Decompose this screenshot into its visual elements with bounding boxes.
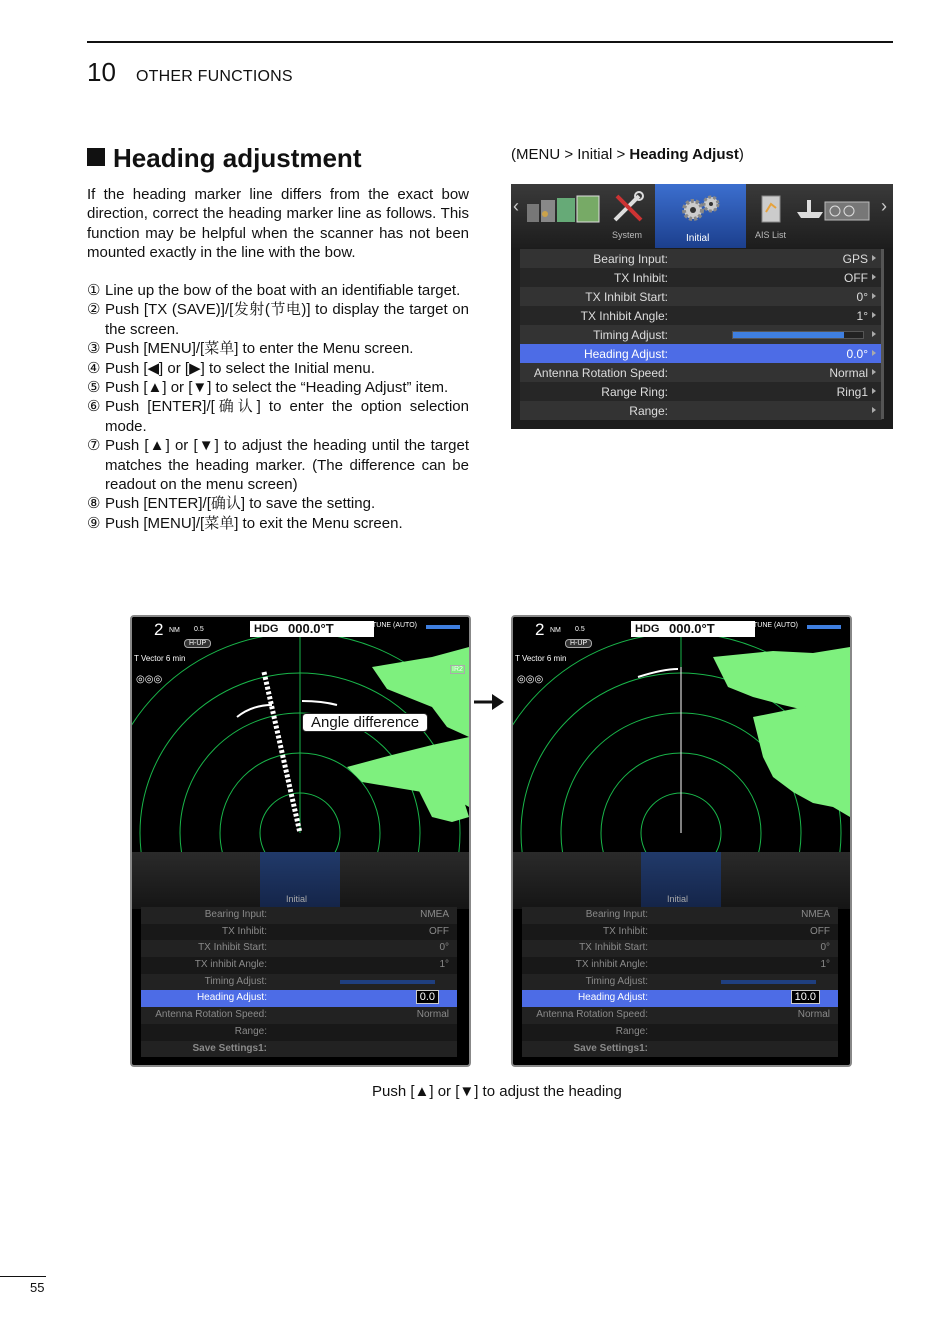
chevron-right-icon (872, 293, 876, 299)
menu-row[interactable] (522, 1007, 838, 1024)
menu-row-label: TX Inhibit: (602, 925, 648, 937)
menu-row[interactable] (522, 940, 838, 957)
mode-badge[interactable]: H-UP (565, 639, 592, 648)
menu-row[interactable] (520, 363, 882, 382)
menu-row-label: Bearing Input: (593, 252, 668, 266)
square-bullet-icon (87, 148, 105, 166)
menu-row-label: Save Settings1: (192, 1042, 267, 1054)
menu-row-label: TX inhibit Angle: (194, 959, 267, 971)
menu-row[interactable] (141, 1024, 457, 1041)
tab-ais-list[interactable]: AIS List (755, 230, 787, 240)
step-number: ① (87, 282, 101, 299)
radar-display (132, 617, 469, 852)
menu-row-label: Timing Adjust: (593, 328, 668, 342)
radar-display (513, 617, 850, 852)
menu-row-value: 1° (820, 959, 830, 971)
menu-row[interactable] (520, 306, 882, 325)
step-item (87, 300, 469, 339)
range-value: 2 (535, 620, 545, 639)
vector-label: T Vector 6 min (134, 654, 186, 663)
chevron-right-icon (872, 350, 876, 356)
chevron-right-icon (872, 388, 876, 394)
menu-row-label: TX Inhibit: (221, 925, 267, 937)
menu-row-label: Bearing Input: (204, 909, 267, 920)
step-item (87, 281, 469, 300)
menu-row[interactable] (520, 382, 882, 401)
menu-row[interactable] (141, 924, 457, 941)
menu-row-label: TX Inhibit Start: (579, 942, 648, 954)
step-number: ⑨ (87, 514, 101, 532)
intro-paragraph: If the heading marker line differs from the exact bow direction, correct the heading marker line as follows. This function may be helpful when the scanner has not been mounted exactly in the line with the bow. (87, 186, 469, 262)
menu-row-label: Antenna Rotation Speed: (155, 1009, 267, 1021)
menu-row-value: 0° (856, 290, 868, 304)
menu-row-value: Normal (797, 1009, 830, 1021)
menu-row[interactable] (520, 344, 882, 363)
step-text: Line up the bow of the boat with an identifiable target. (105, 282, 461, 299)
menu-row[interactable] (522, 974, 838, 991)
ais-icons (793, 194, 879, 222)
menu-row[interactable] (522, 957, 838, 974)
menu-row-label: Save Settings1: (573, 1042, 648, 1054)
step-number: ⑤ (87, 379, 101, 397)
menu-row[interactable] (520, 287, 882, 306)
menu-row-value: OFF (844, 271, 868, 285)
menu-row[interactable] (522, 907, 838, 924)
menu-rows (520, 249, 882, 420)
step-text: Push [◀] or [▶] to select the Initial menu. (105, 359, 375, 377)
menu-tab-bar (132, 852, 469, 909)
tab-initial[interactable]: Initial (641, 852, 721, 909)
timing-adjust-bar[interactable] (340, 980, 435, 984)
chapter-title: OTHER FUNCTIONS (136, 68, 293, 85)
menu-screenshot (511, 184, 893, 429)
top-rule (87, 41, 893, 43)
menu-row-label: TX inhibit Angle: (575, 959, 648, 971)
chevron-right-icon (872, 312, 876, 318)
step-number: ② (87, 301, 101, 319)
tune-bar (426, 625, 460, 629)
menu-row-value: OFF (810, 925, 830, 937)
chevron-right-icon (872, 331, 876, 337)
menu-row-label: Heading Adjust: (196, 992, 267, 1004)
step-item (87, 514, 469, 533)
step-number: ③ (87, 340, 101, 358)
menu-row[interactable] (141, 907, 457, 924)
menu-row[interactable] (141, 974, 457, 991)
display-icons (525, 192, 617, 228)
menu-row-value[interactable]: 10.0 (791, 990, 820, 1004)
menu-row[interactable] (141, 990, 457, 1007)
menu-row-label: Heading Adjust: (583, 347, 668, 361)
menu-row-label: Range Ring: (601, 385, 668, 399)
menu-row-value: NMEA (801, 909, 830, 920)
menu-row-label: Range: (629, 404, 668, 418)
tune-bar (807, 625, 841, 629)
range-sub: 0.5 (575, 626, 585, 633)
step-number: ⑧ (87, 495, 101, 513)
menu-row-label: Antenna Rotation Speed: (533, 366, 668, 380)
status-icons: ◎◎◎ (136, 674, 163, 685)
radar-screen-after (511, 615, 852, 1067)
menu-row-label: Range: (234, 1025, 267, 1037)
chevron-right-icon (872, 274, 876, 280)
tools-icon (611, 190, 645, 224)
timing-adjust-bar[interactable] (721, 980, 816, 984)
menu-row[interactable] (522, 924, 838, 941)
tab-initial[interactable]: Initial (655, 184, 746, 248)
menu-path: (MENU > Initial > Heading Adjust) (511, 146, 744, 163)
range-unit: NM (550, 627, 561, 634)
menu-row[interactable] (522, 1041, 838, 1058)
tab-initial[interactable]: Initial (260, 852, 340, 909)
step-number: ④ (87, 359, 101, 377)
menu-row-value: 0° (439, 942, 449, 954)
step-text: Push [ENTER]/[确认] to save the setting. (105, 495, 376, 513)
menu-row-label: Timing Adjust: (204, 975, 267, 987)
menu-row[interactable] (520, 249, 882, 268)
menu-row-label: TX Inhibit: (613, 271, 668, 285)
menu-row-value: Ring1 (836, 385, 868, 399)
menu-row-value: OFF (429, 925, 449, 937)
tab-system[interactable]: System (612, 230, 643, 240)
menu-row-label: Bearing Input: (585, 909, 648, 920)
menu-row-value: GPS (842, 252, 868, 266)
tune-label: TUNE (AUTO) (372, 622, 417, 629)
menu-row[interactable] (522, 1024, 838, 1041)
step-item (87, 436, 469, 494)
menu-row[interactable] (520, 325, 882, 344)
range-value: 2 (154, 620, 164, 639)
menu-row[interactable] (141, 1041, 457, 1058)
menu-row-value: 0.0° (846, 347, 868, 361)
step-item (87, 494, 469, 513)
step-text: Push [▲] or [▼] to adjust the heading until the target matches the heading marker. (The difference can be readout on the menu screen) (105, 437, 469, 494)
arrow-right-icon (472, 690, 508, 714)
menu-row-label: Timing Adjust: (585, 975, 648, 987)
menu-row[interactable] (522, 990, 838, 1007)
menu-row-value: 1° (856, 309, 868, 323)
step-text: Push [▲] or [▼] to select the “Heading Adjust” item. (105, 379, 449, 397)
step-number: ⑦ (87, 437, 101, 455)
status-icons: ◎◎◎ (517, 674, 544, 685)
menu-row-label: TX Inhibit Start: (585, 290, 668, 304)
ir-badge: IR2 (452, 666, 463, 673)
step-text: Push [ENTER]/[确认] to enter the option selection mode. (105, 398, 469, 435)
step-item (87, 397, 469, 436)
step-item (87, 359, 469, 378)
menu-row-value: 0° (820, 942, 830, 954)
range-sub: 0.5 (194, 626, 204, 633)
menu-row-value[interactable]: 0.0 (416, 990, 439, 1004)
mode-badge[interactable]: H-UP (184, 639, 211, 648)
menu-rows-after (522, 907, 838, 1057)
chevron-right-icon (872, 255, 876, 261)
menu-row-label: Antenna Rotation Speed: (536, 1009, 648, 1021)
menu-row[interactable] (520, 401, 882, 420)
chevron-right-icon (872, 369, 876, 375)
menu-row[interactable] (141, 940, 457, 957)
steps-list (87, 281, 469, 533)
step-item (87, 339, 469, 358)
step-number: ⑥ (87, 398, 101, 416)
menu-rows-before (141, 907, 457, 1057)
menu-row-label: Heading Adjust: (577, 992, 648, 1004)
gear-icon (679, 194, 723, 224)
page-number: 55 (30, 1280, 45, 1295)
menu-row-value: NMEA (420, 909, 449, 920)
menu-row-label: TX Inhibit Angle: (580, 309, 668, 323)
step-text: Push [MENU]/[菜单] to exit the Menu screen. (105, 514, 403, 532)
hdg-box: HDG 000.0°T (631, 621, 755, 637)
chevron-left-icon[interactable]: ‹ (513, 196, 519, 216)
menu-row[interactable] (141, 1007, 457, 1024)
section-title: Heading adjustment (87, 143, 361, 174)
timing-adjust-bar[interactable] (732, 331, 864, 339)
range-unit: NM (169, 627, 180, 634)
chevron-right-icon[interactable]: › (881, 196, 887, 216)
tune-label: TUNE (AUTO) (753, 622, 798, 629)
menu-row-label: Range: (615, 1025, 648, 1037)
step-text: Push [TX (SAVE)]/[发射(节电)] to display the target on the screen. (105, 301, 469, 338)
menu-row-value: Normal (416, 1009, 449, 1021)
step-item (87, 378, 469, 397)
scrollbar[interactable] (881, 249, 884, 419)
figure-caption: Push [▲] or [▼] to adjust the heading (372, 1083, 622, 1100)
clipboard-icon (759, 192, 783, 224)
radar-screen-before (130, 615, 471, 1067)
menu-row[interactable] (141, 957, 457, 974)
page-rule (0, 1276, 46, 1277)
chapter-number: 10 (87, 57, 116, 87)
menu-row-value: 1° (439, 959, 449, 971)
menu-tab-bar (511, 184, 893, 248)
angle-difference-label: Angle difference (302, 713, 428, 732)
hdg-box: HDG 000.0°T (250, 621, 374, 637)
menu-row-label: TX Inhibit Start: (198, 942, 267, 954)
vector-label: T Vector 6 min (515, 654, 567, 663)
menu-row-value: Normal (829, 366, 868, 380)
menu-row[interactable] (520, 268, 882, 287)
chevron-right-icon (872, 407, 876, 413)
menu-tab-bar (513, 852, 850, 909)
step-text: Push [MENU]/[菜单] to enter the Menu screen. (105, 340, 414, 358)
